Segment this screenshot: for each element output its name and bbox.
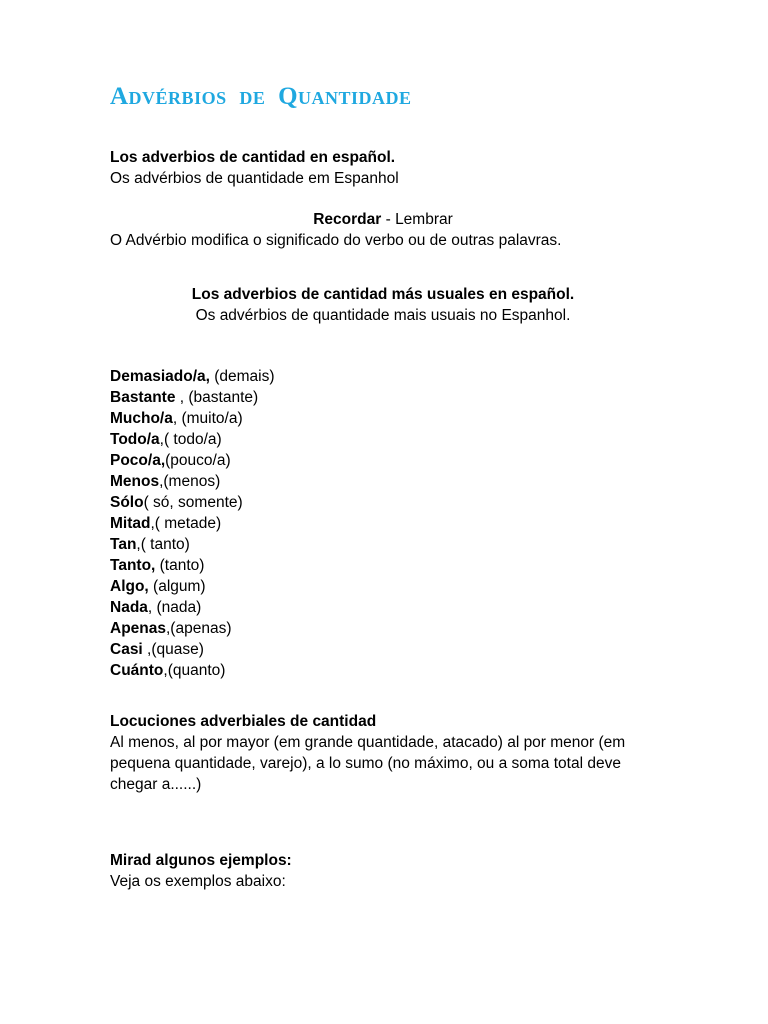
list-item (110, 366, 670, 387)
adverb-pt: ,(quase) (142, 641, 204, 658)
adverb-pt: (pouco/a) (165, 452, 231, 469)
remember-definition: O Advérbio modifica o significado do verbo ou de outras palavras. (110, 232, 562, 249)
adverb-list (110, 366, 670, 681)
usual-heading-es: Los adverbios de cantidad más usuales en español. (191, 286, 575, 303)
list-item (110, 429, 670, 450)
remember-separator: - (381, 211, 396, 228)
remember-section (110, 209, 670, 251)
adverb-es: Casi (110, 641, 143, 658)
remember-heading (110, 209, 656, 230)
adverb-pt: ,(quanto) (163, 662, 226, 679)
adverb-es: Menos (110, 473, 160, 490)
locutions-body: Al menos, al por mayor (em grande quantidade, atacado) al por menor (em pequena quantidade, varejo), a lo sumo (no máximo, ou a soma total deve chegar a......) (110, 734, 626, 793)
adverb-es: Nada (110, 599, 148, 616)
adverb-pt: (tanto) (155, 557, 205, 574)
intro-section (110, 147, 670, 189)
examples-heading-pt: Veja os exemplos abaixo: (110, 873, 286, 890)
locutions-section (110, 711, 670, 795)
usual-heading-pt: Os advérbios de quantidade mais usuais no Espanhol. (195, 307, 571, 324)
list-item (110, 387, 670, 408)
adverb-es: Sólo (110, 494, 144, 511)
list-item (110, 660, 670, 681)
adverb-es: Poco/a, (110, 452, 166, 469)
adverb-es: Demasiado/a, (110, 368, 210, 385)
list-item (110, 534, 670, 555)
adverb-es: Tan (110, 536, 137, 553)
intro-heading-es: Los adverbios de cantidad en español. (110, 149, 396, 166)
page-title: Advérbios de Quantidade (110, 83, 412, 110)
adverb-pt: ,(apenas) (166, 620, 232, 637)
list-item (110, 576, 670, 597)
adverb-pt: ,( tanto) (136, 536, 190, 553)
usual-section (110, 284, 670, 326)
adverb-pt: , (muito/a) (172, 410, 243, 427)
list-item (110, 471, 670, 492)
list-item (110, 492, 670, 513)
locutions-heading: Locuciones adverbiales de cantidad (110, 713, 377, 730)
adverb-pt: ,(menos) (159, 473, 221, 490)
adverb-es: Mucho/a (110, 410, 173, 427)
list-item (110, 408, 670, 429)
list-item (110, 639, 670, 660)
adverb-es: Bastante (110, 389, 176, 406)
list-item (110, 597, 670, 618)
adverb-es: Cuánto (110, 662, 164, 679)
examples-section (110, 850, 670, 892)
adverb-es: Mitad (110, 515, 151, 532)
examples-heading-es: Mirad algunos ejemplos: (110, 852, 292, 869)
adverb-es: Algo, (110, 578, 149, 595)
adverb-pt: (algum) (148, 578, 206, 595)
adverb-es: Todo/a (110, 431, 160, 448)
adverb-pt: ,( todo/a) (159, 431, 222, 448)
intro-heading-pt: Os advérbios de quantidade em Espanhol (110, 170, 399, 187)
list-item (110, 618, 670, 639)
adverb-pt: ( só, somente) (143, 494, 243, 511)
adverb-es: Tanto, (110, 557, 156, 574)
adverb-pt: , (nada) (147, 599, 202, 616)
adverb-pt: ,( metade) (150, 515, 222, 532)
list-item (110, 450, 670, 471)
remember-term-es: Recordar (313, 211, 382, 228)
list-item (110, 513, 670, 534)
list-item (110, 555, 670, 576)
adverb-pt: , (bastante) (175, 389, 259, 406)
adverb-pt: (demais) (209, 368, 275, 385)
adverb-es: Apenas (110, 620, 166, 637)
remember-term-pt: Lembrar (395, 211, 453, 228)
